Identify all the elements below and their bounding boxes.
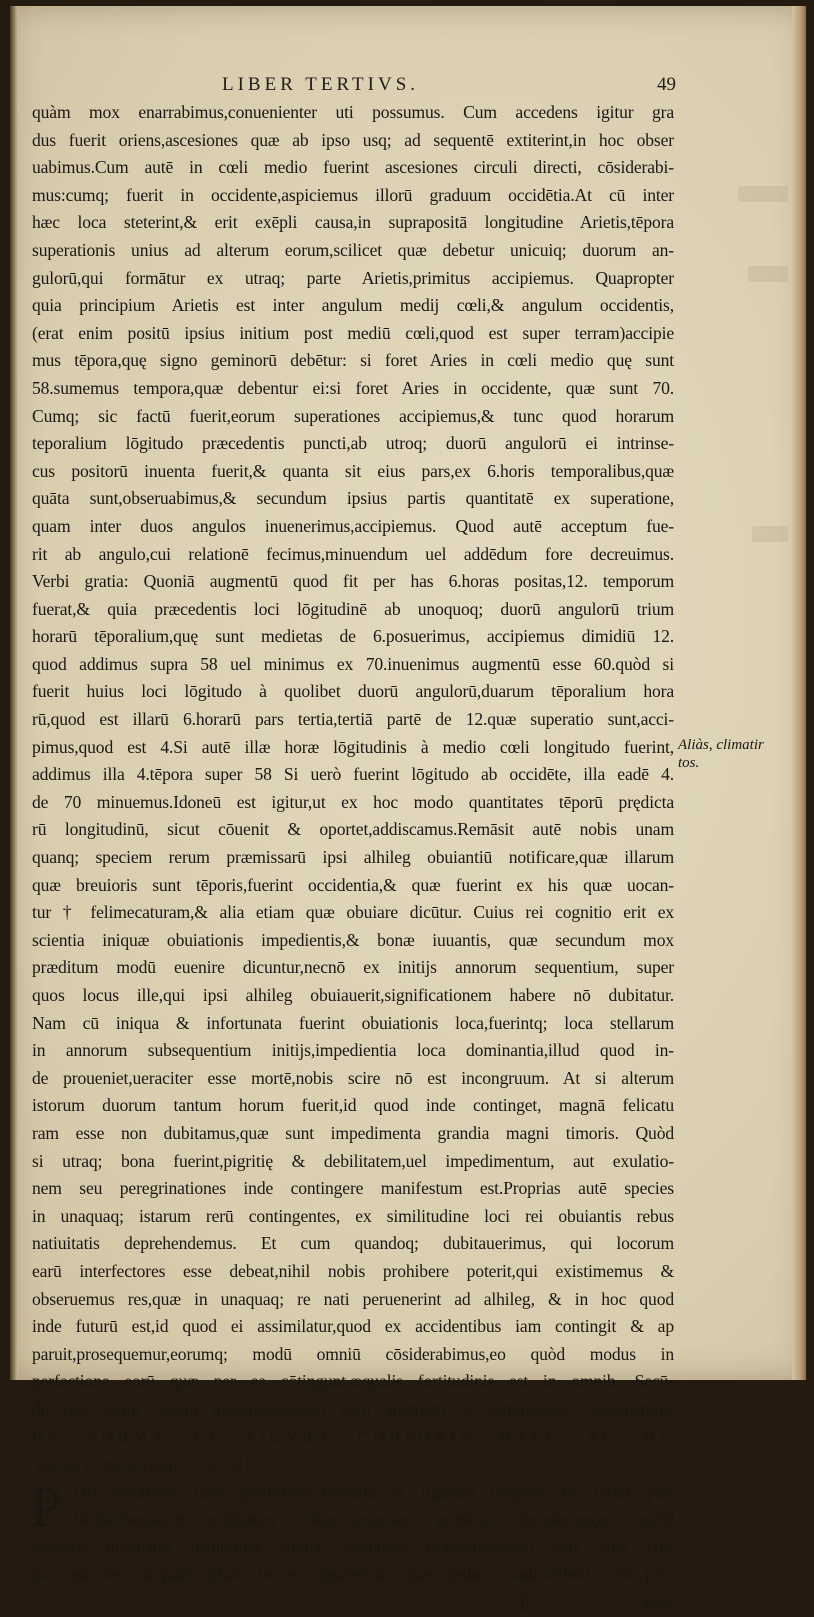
text-line: superationis unius ad alterum eorum,scilicet quæ debetur unicuiq; duorum an- (32, 239, 674, 260)
text-line: tur † felimecaturam,& alia etiam quæ obuiare dicūtur. Cuius rei cognitio erit ex (32, 902, 674, 923)
body-paragraph (32, 99, 674, 1424)
text-line: hæc loca steterint,& erit exēpli causa,in suprapositā longitudine Arietis,tēpora (32, 212, 674, 233)
text-line: si utraq; bona fuerint,pigritię & debilitatem,uel impedimentum, aut exulatio- (32, 1150, 674, 1171)
text-line: fuerit huius loci lōgitudo à quolibet duorū angulorū,duarum tēporalium hora (32, 681, 674, 702)
text-line: ram esse non dubitamus,quæ sunt impedimenta grandia magni timoris. Quòd (32, 1122, 674, 1143)
text-line: quam inter duos angulos inuenerimus,accipiemus. Quod autē acceptum fue- (32, 515, 674, 536)
text-line: præditum modū euenire dicuntur,necnō ex initijs annorum sequentium, super (32, 957, 674, 978)
text-line: dus fuerit oriens,ascesiones quæ ab ipso usq; ad sequentē extiterint,in hoc obser (32, 129, 674, 150)
text-line: mus:cumq; fuerit in occidente,aspiciemus illorū graduum occidētia.At cū inter (32, 184, 674, 205)
text-line: pimus,quod est 4.Si autē illæ horæ lōgitudinis à medio cœli longitudo fuerint, (32, 736, 674, 757)
text-line: Nam cū iniqua & infortunata fuerint obuiationis loca,fuerintq; loca stellarum (32, 1012, 674, 1033)
running-title: LIBER TERTIVS. (222, 74, 420, 95)
text-line: 58.sumemus tempora,quæ debentur ei:si foret Aries in occidente, quæ sunt 70. (32, 377, 674, 398)
text-line: dū hoc igitur nostrā inuestigationē,et eorū augmētū ac diminutionē cōstituemus. (32, 1398, 674, 1419)
text-line: de 70 minuemus.Idoneū est igitur,ut ex hoc modo quantitates tēporū prędicta (32, 791, 674, 812)
text-line: inde futurū est,id quod ei assimilatur,quod ex accidentibus iam contingit & ap (32, 1316, 674, 1337)
text-block (32, 99, 674, 1617)
chapter-paragraph (30, 1473, 674, 1589)
text-line: corporis qualitates naturaliter animæ qualitates præcedunt:ideo quia cum cor- (32, 1536, 674, 1557)
text-line: cus positorū inuenta fuerit,& quanta sit eius pars,ex 6.horis temporalibus,quæ (32, 460, 674, 481)
text-line: quanq; speciem rerum præmissarū ipsi alhileg obuiantiū notificare,quæ illarum (32, 847, 674, 868)
gutter-shadow (10, 6, 18, 1380)
running-head (32, 74, 676, 100)
text-line: quæ breuioris sunt tēporis,fuerint occidentia,& quæ fuerint ex his quæ uocan- (32, 874, 674, 895)
text-line: gulorū,qui formātur ex utraq; parte Arietis,primitus accipiemus. Quapropter (32, 267, 674, 288)
text-line: rit ab angulo,cui relationē fecimus,minuendum uel addēdum fore decreuimus. (32, 543, 674, 564)
text-line: uabimus.Cum autē in cœli medio fuerint ascesiones circuli directi, cōsiderabi- (32, 157, 674, 178)
text-line: rū longitudinū, sicut cōuenit & oportet,addiscamus.Remāsit autē nobis unam (32, 819, 674, 840)
signature-mark: E (519, 1590, 533, 1616)
text-line: Ost electionis uitæ perfectionē,formam & figuram corporis ex rebus par- (74, 1481, 674, 1502)
text-line: natiuitatis deprehendemus. Et cum quandoq; dubitauerimus, qui locorum (32, 1233, 674, 1254)
text-line: quos locus ille,qui ipsi alhileg obuiauerit,significationem habere nō dubitatur. (32, 985, 674, 1005)
text-line: de proueniet,ueraciter esse mortē,nobis scire nō est incongruum. At si alterum (32, 1067, 674, 1088)
chapter-heading: DE FORMA ET FIGVRA CORPORIS NATI, AC DE (32, 1427, 674, 1447)
page-edge (792, 6, 806, 1380)
bleed-through-mark (748, 266, 788, 282)
text-line: quod addimus supra 58 uel minimus ex 70.inuenimus augmentū esse 60.quòd si (32, 653, 674, 674)
text-line: scientia iniquæ obuiationis impedientis,& bonæ iuuantis, quæ secundum mox (32, 929, 674, 950)
text-line: istorum duorum tantum horum fuerit,id quod inde continget, magnā felicatu (32, 1095, 674, 1116)
text-line: quāta sunt,obseruabimus,& secundum ipsius partis quantitatē ex superatione, (32, 488, 674, 509)
text-line: teporalium lōgitudo præcedentis puncti,ab utroq; duorū angulorū ei intrinse- (32, 433, 674, 454)
text-line: addimus illa 4.tēpora super 58 Si uerò fuerint lōgitudo ab occidēte, illa eadē 4. (32, 764, 674, 785)
text-line: nem seu peregrinationes inde contingere manifestum est.Proprias autē species (32, 1178, 674, 1199)
text-line: quàm mox enarrabimus,conuenienter uti possumus. Cum accedens igitur gra (32, 102, 674, 122)
text-line: pus spissius sit,quàm plura in eo apparentia, quæ ipsius coadunationi sunt pro- (32, 1564, 674, 1585)
text-line: perfectione eorū quæ per ea cōtingunt,æqualis fortitudinis est in omnib. Secū- (32, 1371, 674, 1392)
marginal-note: Aliàs, climatir tos. (678, 737, 764, 771)
text-line: rū,quod est illarū 6.horarū pars tertia,tertiā partē de 12.quæ superatio sunt,acci- (32, 709, 674, 730)
page-footer (32, 1589, 674, 1617)
text-line: Cumq; sic factū fuerit,eorum superationes accipiemus,& tunc quod horarum (32, 405, 674, 426)
text-line: ticularibus,sicut ordinatim cōuenit,enarrare primitus incipiemus,eo quòd (74, 1509, 674, 1530)
text-line: fuerat,& quia præcedentis loci lōgitudinē ab unoquoq; duorū angulorū trium (32, 598, 674, 619)
text-line: in annorum subsequentium initijs,impedientia loca dominantia,illud quod in- (32, 1040, 674, 1061)
text-line: earū interfectores esse debeat,nihil nobis prohibere poterit,qui existimemus & (32, 1260, 674, 1281)
book-page (10, 6, 806, 1616)
drop-capital: P (30, 1473, 63, 1539)
folio-number: 49 (657, 74, 676, 95)
text-line: mus tēpora,quę signo geminorū debētur: si foret Aries in cœli medio quę sunt (32, 350, 674, 371)
catchword: pria, (642, 1592, 674, 1613)
bleed-through-mark (752, 526, 788, 542)
chapter-subheading: ipsius complexione. Cap. XI. (36, 1455, 257, 1475)
text-line: horarū tēporalium,quę sunt medietas de 6.posuerimus, accipiemus dimidiū 12. (32, 626, 674, 647)
text-line: quia principium Arietis est inter angulum medij cœli,& angulum occidentis, (32, 295, 674, 316)
text-line: (erat enim positū ipsius initium post mediū cœli,quod est super terram)accipie (32, 322, 674, 343)
text-line: obseruemus res,quæ in unaquaq; re nati peruenerint ad alhileg, & in hoc quod (32, 1288, 674, 1309)
text-line: Verbi gratia: Quoniā augmentū quod fit per has 6.horas positas,12. temporum (32, 571, 674, 592)
bleed-through-mark (738, 186, 788, 202)
text-line: paruit,prosequemur,eorumq; modū omniū cōsiderabimus,eo quòd modus in (32, 1343, 674, 1364)
text-line: in unaquaq; istarum rerū contingentes, ex similitudine loci rei obuiantis rebus (32, 1205, 674, 1226)
